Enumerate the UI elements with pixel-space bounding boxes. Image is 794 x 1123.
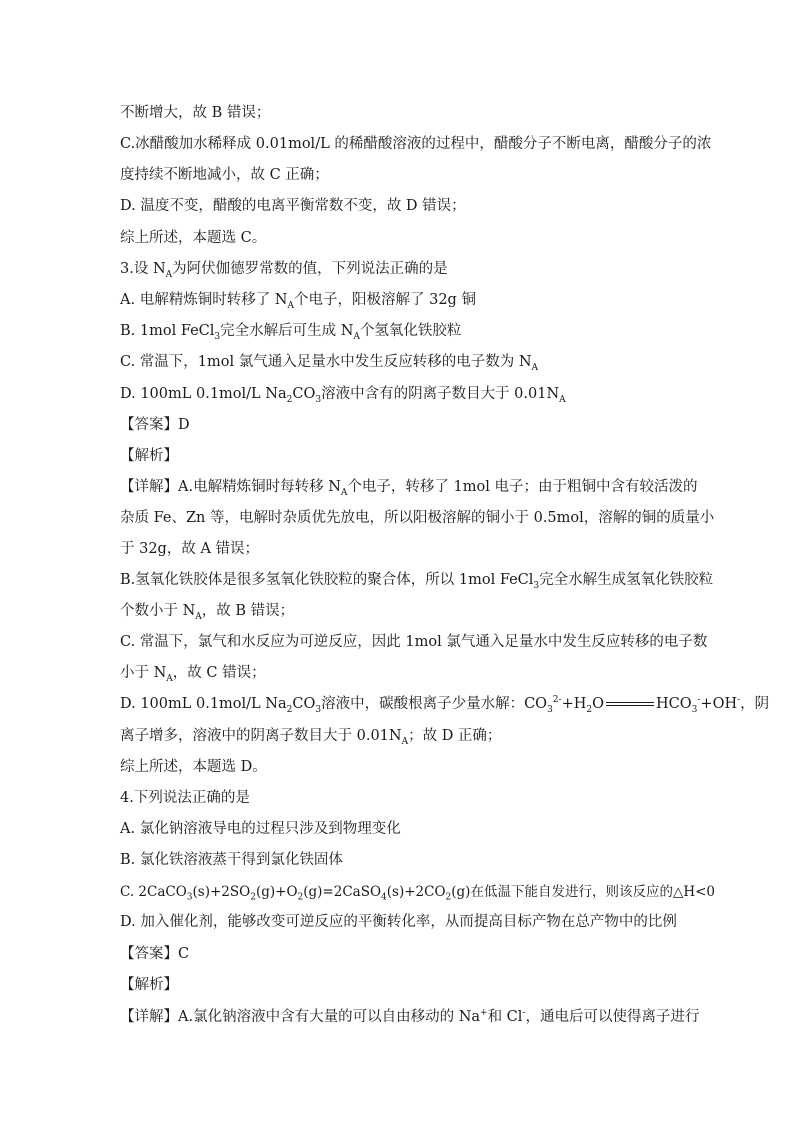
question-3-stem: 3.设 $N_A$为阿伏伽德罗常数的值，下列说法正确的是 bbox=[120, 261, 448, 280]
text-line: 离子增多，溶液中的阴离子数目大于 $0.01N_A$；故 D 正确； bbox=[120, 728, 502, 747]
text-line: C.冰醋酸加水稀释成 0.01mol/L 的稀醋酸溶液的过程中，醋酸分子不断电离，醋酸分子的浓 bbox=[120, 136, 712, 152]
option-d: D. 加入催化剂，能够改变可逆反应的平衡转化率，从而提高目标产物在总产物中的比例 bbox=[120, 914, 677, 930]
option-a: A. 氯化钠溶液导电的过程只涉及到物理变化 bbox=[120, 821, 401, 837]
text-line: D. 温度不变，醋酸的电离平衡常数不变，故 D 错误； bbox=[120, 198, 466, 214]
answer-label: 【答案】D bbox=[120, 417, 190, 433]
reversible-arrow-icon bbox=[606, 702, 654, 706]
option-c: C. $2CaCO_3(s)+2SO_2(g)+O_2(g)=2CaSO_4(s)+2CO_2(g)$在低温下能自发进行，则该反应的△H<0 bbox=[120, 884, 715, 903]
answer-label: 【答案】C bbox=[120, 946, 190, 962]
option-b: B. 氯化铁溶液蒸干得到氯化铁固体 bbox=[120, 852, 343, 868]
text-line: 【详解】A.电解精炼铜时每转移 $N_A$个电子，转移了 1mol 电子；由于粗铜中含有较活泼的 bbox=[120, 479, 698, 498]
option-d: D. 100mL 0.1mol/L $Na_2CO_3$溶液中含有的阴离子数目大于 $0.01N_A$ bbox=[120, 386, 566, 405]
analysis-label: 【解析】 bbox=[120, 977, 178, 993]
text-line: 小于 $N_A$，故 C 错误； bbox=[120, 665, 266, 684]
text-line: 综上所述，本题选 C。 bbox=[120, 230, 267, 246]
text-line: 【详解】A.氯化钠溶液中含有大量的可以自由移动的 Na+和 Cl-，通电后可以使得离子进行 bbox=[120, 1008, 700, 1025]
text-line: B.氢氧化铁胶体是很多氢氧化铁胶粒的聚合体，所以 1mol FeCl$_3$完全水解生成氢氧化铁胶粒 bbox=[120, 572, 714, 591]
question-4-stem: 4.下列说法正确的是 bbox=[120, 790, 250, 806]
option-c: C. 常温下，1mol 氯气通入足量水中发生反应转移的电子数为 $N_A$ bbox=[120, 354, 539, 373]
text-line: 不断增大，故 B 错误； bbox=[120, 105, 271, 121]
text-line: C. 常温下，氯气和水反应为可逆反应，因此 1mol 氯气通入足量水中发生反应转移的电子数 bbox=[120, 634, 708, 650]
text-line: 个数小于 $N_A$，故 B 错误； bbox=[120, 603, 295, 622]
text-line: 杂质 Fe、Zn 等，电解时杂质优先放电，所以阳极溶解的铜小于 0.5mol，溶解的铜的质量小 bbox=[120, 510, 715, 526]
option-a: A. 电解精炼铜时转移了 $N_A$个电子，阳极溶解了 32g 铜 bbox=[120, 292, 476, 311]
text-line: 综上所述，本题选 D。 bbox=[120, 759, 267, 775]
option-b: B. 1mol FeCl$_3$完全水解后可生成 $N_A$个氢氧化铁胶粒 bbox=[120, 323, 462, 342]
text-line: 于 32g，故 A 错误； bbox=[120, 541, 260, 557]
analysis-label: 【解析】 bbox=[120, 448, 178, 464]
hydrolysis-equation-line: D. 100mL 0.1mol/L $Na_2CO_3$溶液中，碳酸根离子少量水解：$CO_3^{2-}+H_2O$ $HCO_3^-+OH^-$，阴 bbox=[120, 695, 770, 715]
text-line: 度持续不断地减小，故 C 正确； bbox=[120, 167, 329, 183]
